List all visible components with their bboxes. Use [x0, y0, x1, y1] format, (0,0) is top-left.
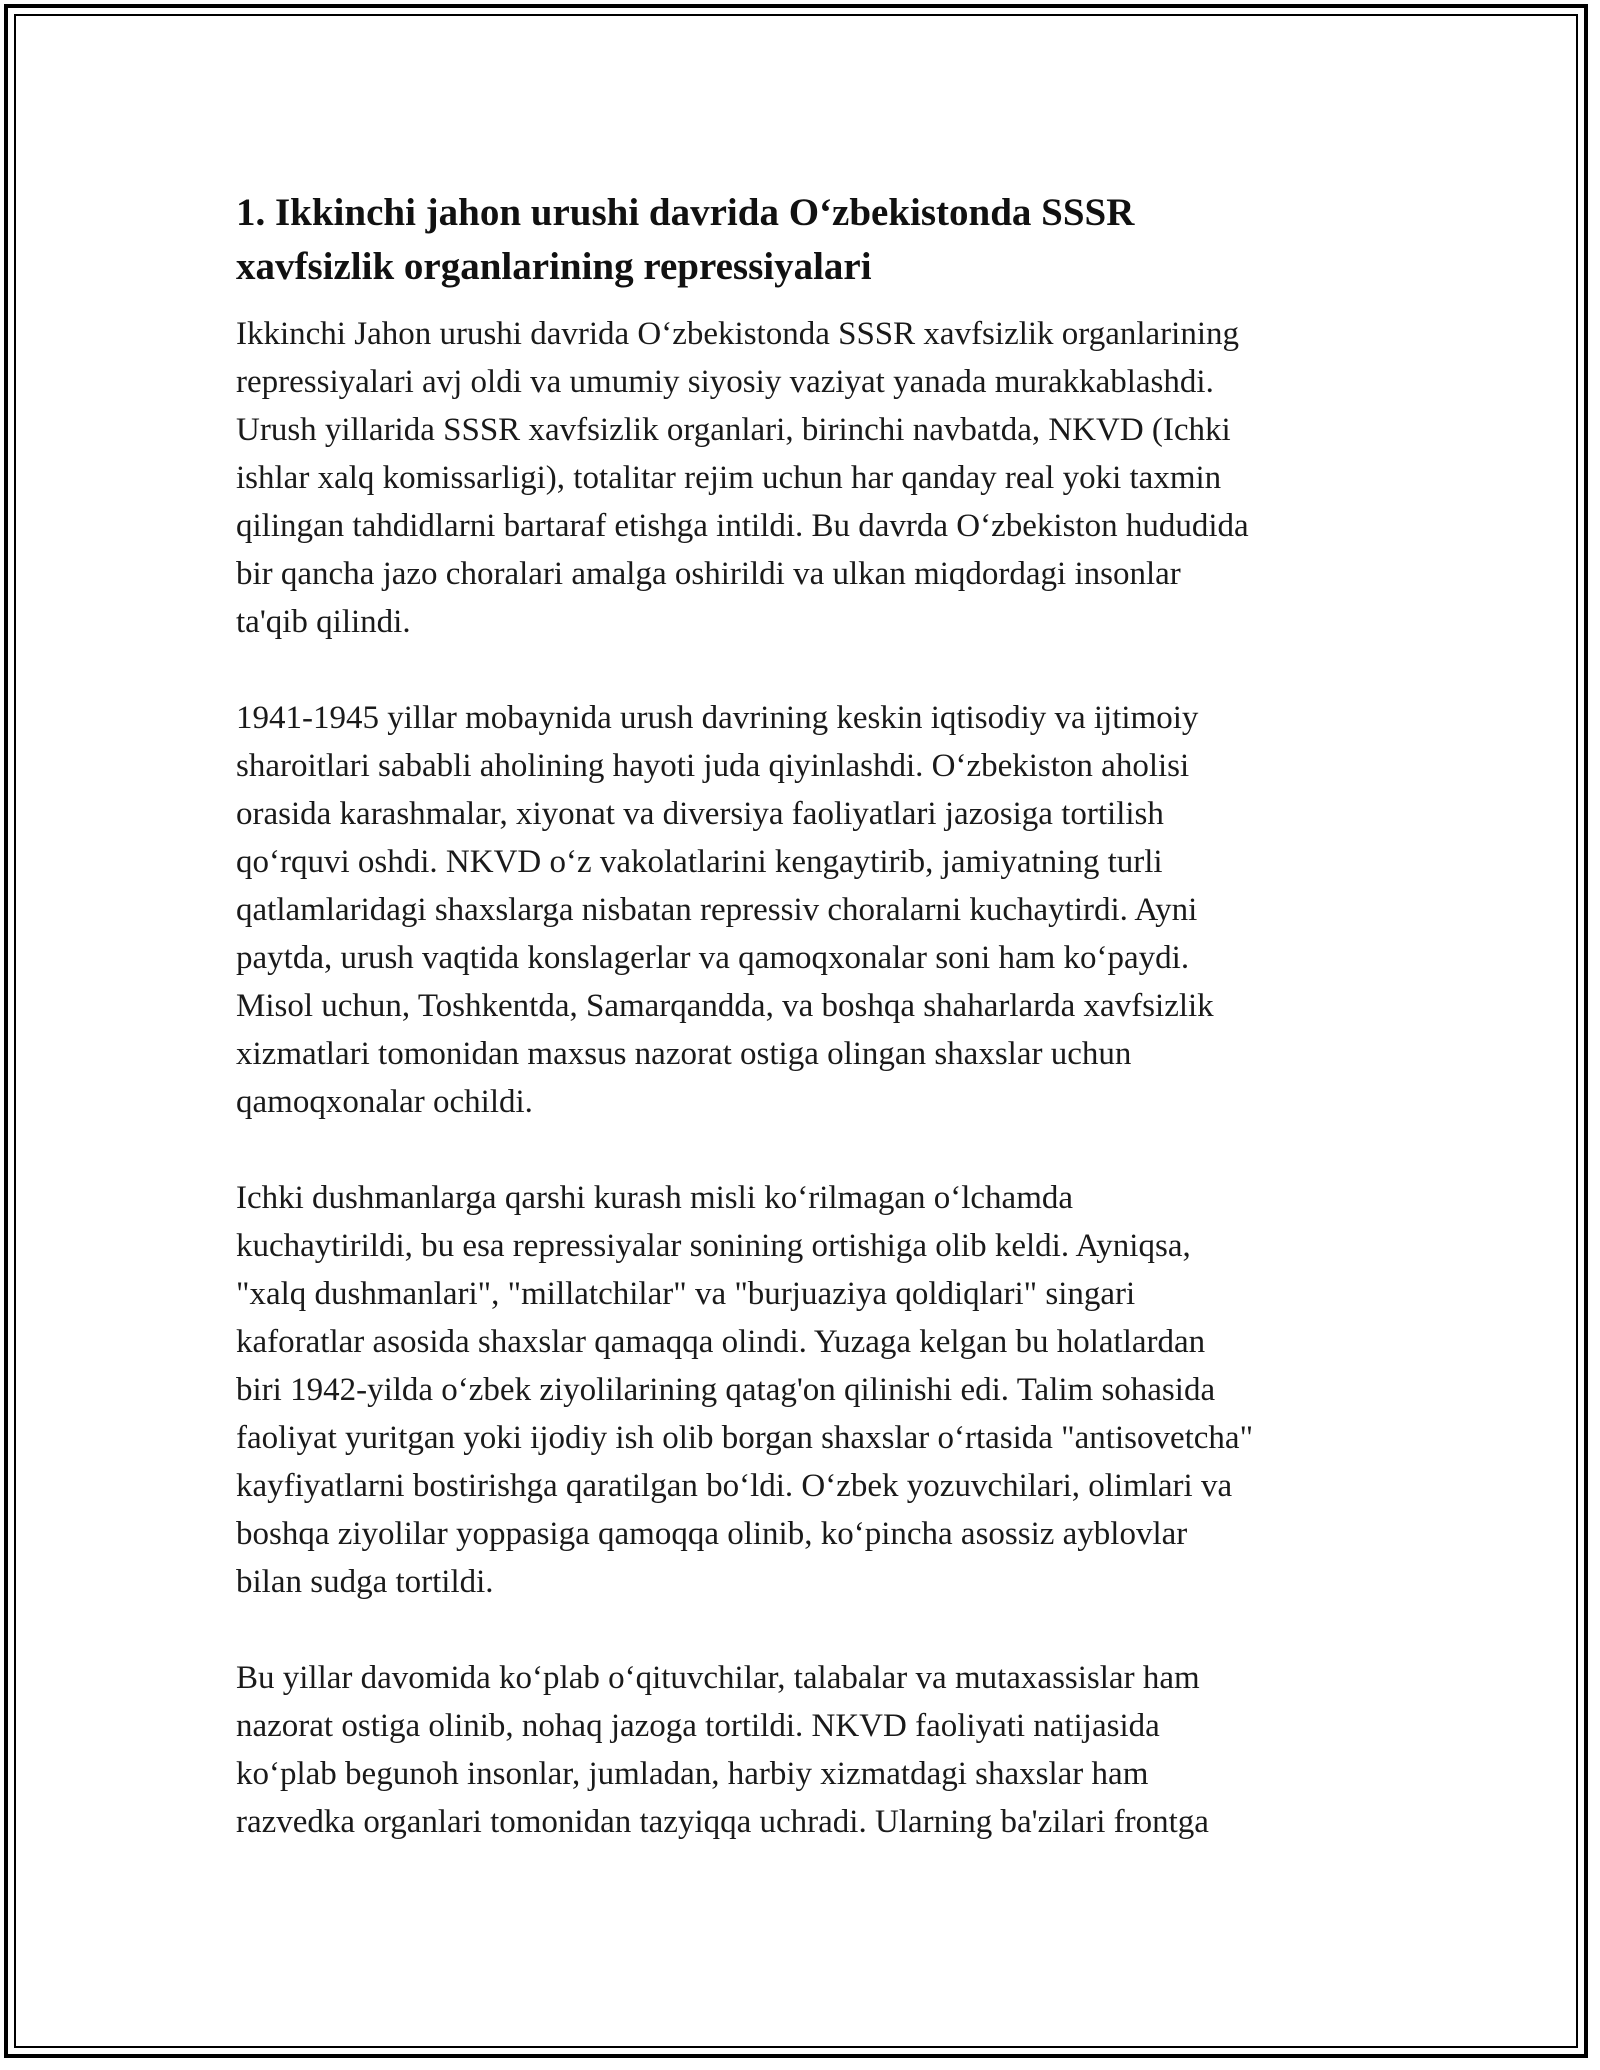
section-heading: 1. Ikkinchi jahon urushi davrida O‘zbekistonda SSSR xavfsizlik organlarining repressiyalari	[236, 191, 1135, 288]
paragraph-4: Bu yillar davomida ko‘plab o‘qituvchilar, talabalar va mutaxassislar ham nazorat ostiga olinib, nohaq jazoga tortildi. NKVD faoliyati natijasida ko‘plab begunoh insonlar, jumladan, harbiy xizmatdagi shaxslar ham razvedka organlari tomonidan tazyiqqa uchradi. Ularning ba'zilari frontga	[236, 1660, 1209, 1840]
paragraph-2: 1941-1945 yillar mobaynida urush davrining keskin iqtisodiy va ijtimoiy sharoitlari sababli aholining hayoti juda qiyinlashdi. O‘zbekiston aholisi orasida karashmalar, xiyonat va diversiya faoliyatlari jazosiga tortilish qo‘rquvi oshdi. NKVD o‘z vakolatlarini kengaytirib, jamiyatning turli qatlamlaridagi shaxslarga nisbatan repressiv choralarni kuchaytirdi. Ayni paytda, urush vaqtida konslagerlar va qamoqxonalar soni ham ko‘paydi. Misol uchun, Toshkentda, Samarqandda, va boshqa shaharlarda xavfsizlik xizmatlari tomonidan maxsus nazorat ostiga olingan shaxslar uchun qamoqxonalar ochildi.	[236, 700, 1214, 1120]
paragraph-1: Ikkinchi Jahon urushi davrida O‘zbekistonda SSSR xavfsizlik organlarining repressiyalari avj oldi va umumiy siyosiy vaziyat yanada murakkablashdi. Urush yillarida SSSR xavfsizlik organlari, birinchi navbatda, NKVD (Ichki ishlar xalq komissarligi), totalitar rejim uchun har qanday real yoki taxmin qilingan tahdidlarni bartaraf etishga intildi. Bu davrda O‘zbekiston hududida bir qancha jazo choralari amalga oshirildi va ulkan miqdordagi insonlar ta'qib qilindi.	[236, 316, 1249, 640]
paragraph-3: Ichki dushmanlarga qarshi kurash misli ko‘rilmagan o‘lchamda kuchaytirildi, bu esa repressiyalar sonining ortishiga olib keldi. Ayniqsa, "xalq dushmanlari", "millatchilar" va "burjuaziya qoldiqlari" singari kaforatlar asosida shaxslar qamaqqa olindi. Yuzaga kelgan bu holatlardan biri 1942-yilda o‘zbek ziyolilarining qatag'on qilinishi edi. Talim sohasida faoliyat yuritgan yoki ijodiy ish olib borgan shaxslar o‘rtasida "antisovetcha" kayfiyatlarni bostirishga qaratilgan bo‘ldi. O‘zbek yozuvchilari, olimlari va boshqa ziyolilar yoppasiga qamoqqa olinib, ko‘pincha asossiz ayblovlar bilan sudga tortildi.	[236, 1180, 1254, 1600]
document-body	[236, 186, 1366, 1894]
